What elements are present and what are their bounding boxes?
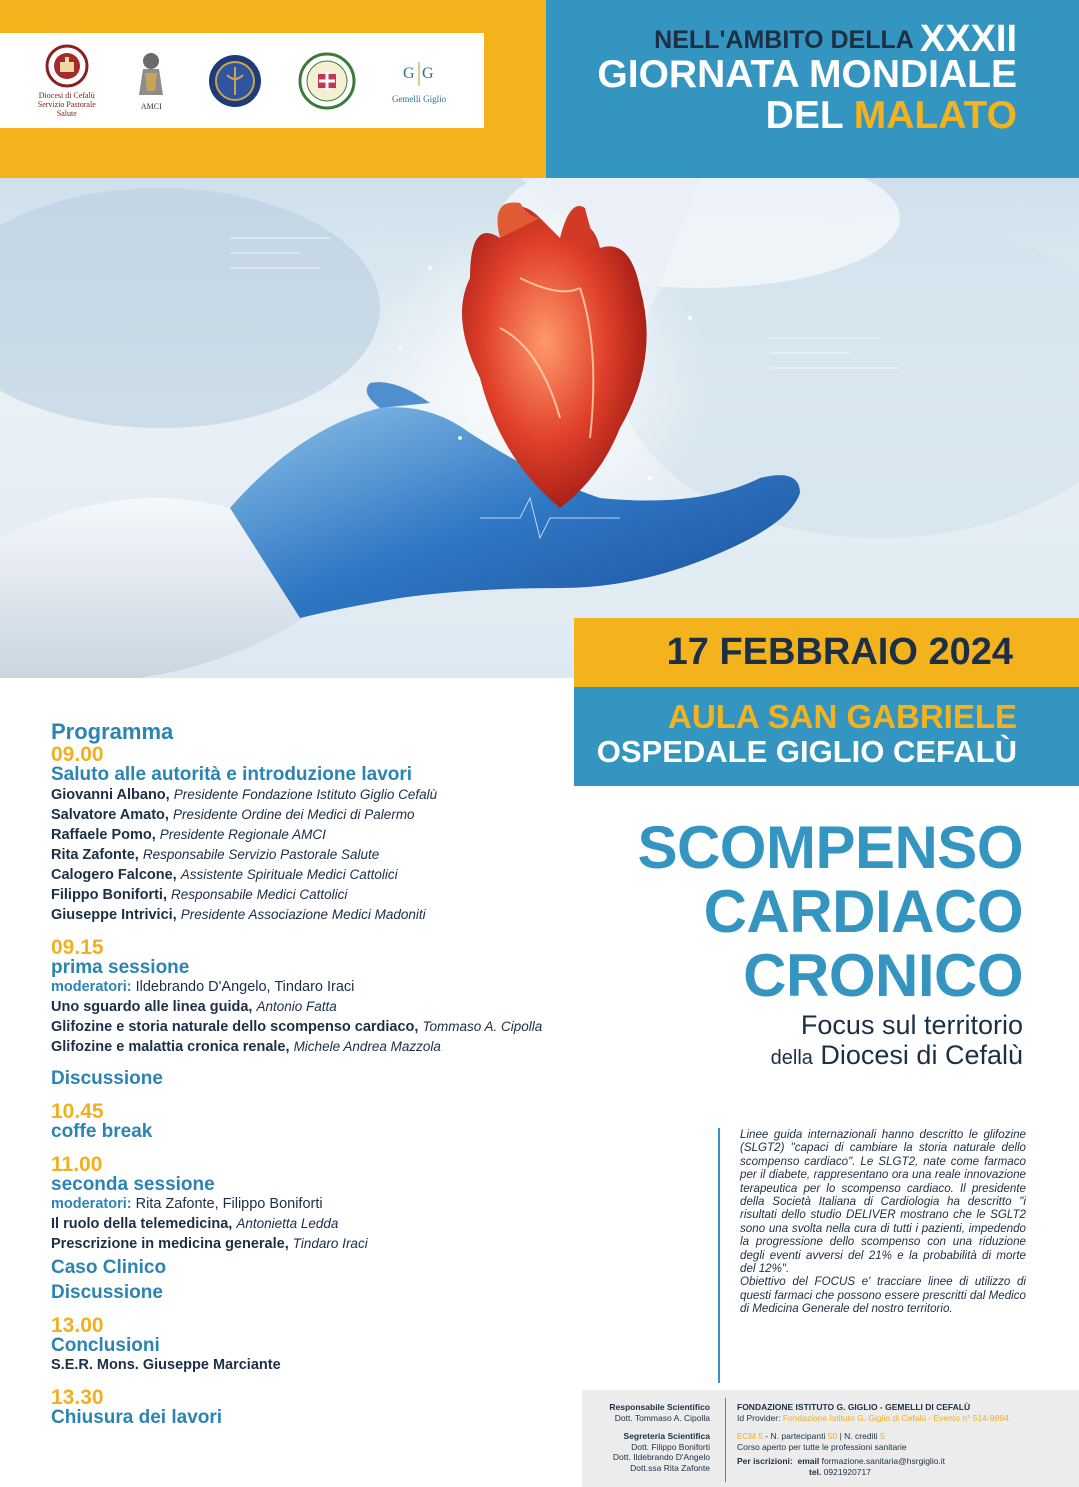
opening-title: Saluto alle autorità e introduzione lavori	[51, 764, 413, 785]
talk-title: Prescrizione in medicina generale,	[51, 1236, 289, 1252]
place-line-2: OSPEDALE GIGLIO CEFALÙ	[596, 734, 1017, 769]
subtitle-diocesi: Diocesi di Cefalù	[820, 1040, 1023, 1070]
session-2-title: seconda sessione	[51, 1174, 215, 1195]
resp-label: Responsabile Scientifico	[609, 1402, 710, 1412]
time-1300: 13.00	[51, 1314, 104, 1337]
closing-title: Chiusura dei lavori	[51, 1407, 223, 1428]
svg-text:G: G	[422, 64, 434, 82]
email-label: email	[797, 1456, 820, 1467]
conclusions-speaker: S.E.R. Mons. Giuseppe Marciante	[51, 1357, 281, 1373]
seg-name: Dott.ssa Rita Zafonte	[630, 1462, 710, 1473]
header-del: DEL	[765, 94, 843, 137]
association-seal-icon	[298, 52, 356, 110]
talk-speaker: Antonio Fatta	[256, 999, 337, 1014]
time-1045: 10.45	[51, 1100, 104, 1123]
header-blue-panel	[546, 0, 1079, 178]
authority-row	[51, 905, 651, 925]
session-1-moderators	[51, 978, 651, 997]
time-0915: 09.15	[51, 936, 104, 959]
talk-row	[51, 997, 651, 1017]
subtitle-line-2	[637, 1040, 1023, 1073]
description-text	[718, 1128, 1026, 1383]
talk-speaker: Antonietta Ledda	[236, 1216, 339, 1231]
tel-row	[737, 1467, 1077, 1478]
credits-value: 5	[880, 1431, 885, 1442]
talk-title: Glifozine e storia naturale dello scompenso cardiaco,	[51, 1019, 419, 1035]
session-1-title: prima sessione	[51, 957, 190, 978]
heart-in-glove-illustration	[0, 178, 1079, 678]
ecm-value: ECM 5	[737, 1431, 763, 1442]
logo-caption: Diocesi di Cefalù	[38, 90, 95, 100]
open-to-all: Corso aperto per tutte le professioni sanitarie	[737, 1441, 907, 1452]
authority-role: Responsabile Medici Cattolici	[171, 887, 348, 902]
conclusions-title: Conclusioni	[51, 1335, 160, 1356]
event-date: 17 FEBBRAIO 2024	[574, 618, 1079, 687]
logo-caption: Salute	[56, 108, 77, 118]
event-title	[637, 816, 1023, 1073]
talk-title: Glifozine e malattia cronica renale,	[51, 1039, 290, 1055]
participants-value: 50	[827, 1431, 838, 1442]
programme-heading: Programma	[51, 719, 174, 744]
header-malato: MALATO	[853, 94, 1017, 137]
subscribe-label: Per iscrizioni:	[737, 1456, 793, 1467]
moderators-label: moderatori:	[51, 979, 132, 995]
footer	[582, 1390, 1079, 1487]
authority-role: Presidente Ordine dei Medici di Palermo	[172, 807, 415, 822]
title-line-3: CRONICO	[743, 942, 1023, 1009]
diocese-seal-icon	[45, 44, 89, 88]
authority-row	[51, 865, 651, 885]
header-line-2: GIORNATA MONDIALE	[597, 53, 1017, 96]
ecm-row	[737, 1431, 1077, 1442]
header-prefix: NELL'AMBITO DELLA	[654, 26, 913, 54]
moderators-names: Rita Zafonte, Filippo Boniforti	[135, 1196, 323, 1212]
authority-role: Assistente Spirituale Medici Cattolici	[180, 867, 398, 882]
footer-info	[737, 1402, 1077, 1478]
authority-name: Salvatore Amato,	[51, 807, 169, 823]
tel-label: tel.	[809, 1466, 822, 1477]
talk-row	[51, 1234, 651, 1254]
talk-title: Uno sguardo alle linea guida,	[51, 999, 253, 1015]
spacer	[51, 1303, 651, 1315]
programme	[51, 720, 651, 1428]
description-paragraph-1: Linee guida internazionali hanno descritto le glifozine (SLGT2) "capaci di cambiare la storia naturale dello scompenso cardiaco". Le SLGT2, nate come farmaco per il diabete, rappresentano ora una reale innovazione terapeutica per lo scompenso cardiaco. Il presidente della Società Italiana di Cardiologia ha descritto "i risultati dello studio DELIVER mostrano che le SGLT2 sono una svolta nella cura di tutti i pazienti, impedendo la progressione dello scompenso con una riduzione degli eventi avversi del 21% e la probabilità di morte del 12%".	[740, 1128, 1026, 1276]
authority-name: Raffaele Pomo,	[51, 827, 156, 843]
discussion-2: Discussione	[51, 1282, 163, 1303]
gemelli-giglio-mark-icon	[399, 58, 439, 92]
session-2-moderators	[51, 1195, 651, 1214]
authority-role: Presidente Regionale AMCI	[159, 827, 326, 842]
provider-value: Fondazione Istituto G. Giglio di Cefalù - Evento n° 514-9894	[782, 1412, 1009, 1423]
email-link[interactable]: formazione.sanitaria@hsrgiglio.it	[821, 1456, 946, 1467]
header-line-3	[546, 95, 1017, 137]
subscribe-row	[737, 1456, 1077, 1467]
time-1100: 11.00	[51, 1153, 103, 1176]
spacer	[51, 925, 651, 937]
spacer	[51, 1089, 651, 1101]
time-1330: 13.30	[51, 1386, 104, 1409]
talk-speaker: Tommaso A. Cipolla	[422, 1019, 543, 1034]
credits-label: | N. crediti	[839, 1431, 878, 1442]
subtitle-line-1: Focus sul territorio	[800, 1010, 1023, 1040]
authority-name: Calogero Falcone,	[51, 867, 177, 883]
organizer: FONDAZIONE ISTITUTO G. GIGLIO - GEMELLI DI CEFALÙ	[737, 1402, 971, 1412]
authority-role: Responsabile Servizio Pastorale Salute	[142, 847, 380, 862]
seg-name: Dott. Filippo Boniforti	[631, 1441, 710, 1452]
spacer	[51, 1142, 651, 1154]
footer-divider	[725, 1398, 726, 1482]
statue-icon	[131, 51, 171, 99]
diocesi-cefalu-logo	[38, 44, 96, 118]
title-line-2: CARDIACO	[703, 878, 1023, 945]
moderators-label: moderatori:	[51, 1196, 132, 1212]
talk-speaker: Tindaro Iraci	[292, 1236, 368, 1251]
talk-row	[51, 1214, 651, 1234]
authority-name: Giovanni Albano,	[51, 787, 170, 803]
svg-text:G: G	[403, 64, 415, 82]
talk-row	[51, 1017, 651, 1037]
seg-label: Segreteria Scientifica	[623, 1431, 710, 1442]
moderators-names: Ildebrando D'Angelo, Tindaro Iraci	[135, 979, 355, 995]
authority-row	[51, 845, 651, 865]
logo-caption: Gemelli Giglio	[391, 93, 447, 104]
authority-row	[51, 805, 651, 825]
authority-name: Filippo Boniforti,	[51, 887, 167, 903]
resp-name: Dott. Tommaso A. Cipolla	[614, 1412, 710, 1423]
gemelli-giglio-logo	[392, 58, 446, 104]
time-0900: 09.00	[51, 743, 104, 766]
discussion-1: Discussione	[51, 1068, 163, 1089]
medical-order-seal-icon	[207, 53, 263, 109]
hero-image	[0, 178, 1079, 678]
talk-title: Il ruolo della telemedicina,	[51, 1216, 233, 1232]
associazione-medici-madoniti-logo	[298, 52, 356, 110]
header-yellow-panel	[0, 0, 546, 178]
talk-row	[51, 1037, 651, 1057]
edition-number: XXXII	[919, 18, 1017, 60]
seg-name: Dott. Ildebrando D'Angelo	[612, 1452, 710, 1463]
amci-logo	[131, 51, 171, 111]
talk-speaker: Michele Andrea Mazzola	[293, 1039, 441, 1054]
ordine-medici-logo	[207, 53, 263, 109]
authority-role: Presidente Associazione Medici Madoniti	[180, 907, 426, 922]
title-line-1: SCOMPENSO	[637, 814, 1023, 881]
footer-committee	[582, 1390, 718, 1487]
authority-role: Presidente Fondazione Istituto Giglio Cefalù	[173, 787, 438, 802]
participants-label: - N. partecipanti	[765, 1431, 826, 1442]
tel-link[interactable]: 0921920717	[823, 1466, 871, 1477]
clinical-case: Caso Clinico	[51, 1257, 167, 1278]
header-line-1	[546, 18, 1017, 60]
logo-caption: AMCI	[140, 101, 162, 111]
logo-caption: Servizio Pastorale	[37, 99, 96, 109]
authority-row	[51, 825, 651, 845]
authority-name: Giuseppe Intrivici,	[51, 907, 177, 923]
provider-label: Id Provider:	[737, 1412, 781, 1423]
provider-row	[737, 1413, 1077, 1424]
description-paragraph-2: Obiettivo del FOCUS e' tracciare linee di utilizzo di questi farmaci che possono essere prescritti dal Medico di Medicina Generale del nostro territorio.	[740, 1275, 1026, 1316]
subtitle-della: della	[770, 1047, 813, 1069]
authority-row	[51, 885, 651, 905]
authority-row	[51, 785, 651, 805]
authority-name: Rita Zafonte,	[51, 847, 139, 863]
spacer	[51, 1375, 651, 1387]
place-line-1: AULA SAN GABRIELE	[668, 698, 1017, 735]
logo-strip	[0, 33, 484, 128]
coffee-break: coffe break	[51, 1121, 153, 1142]
